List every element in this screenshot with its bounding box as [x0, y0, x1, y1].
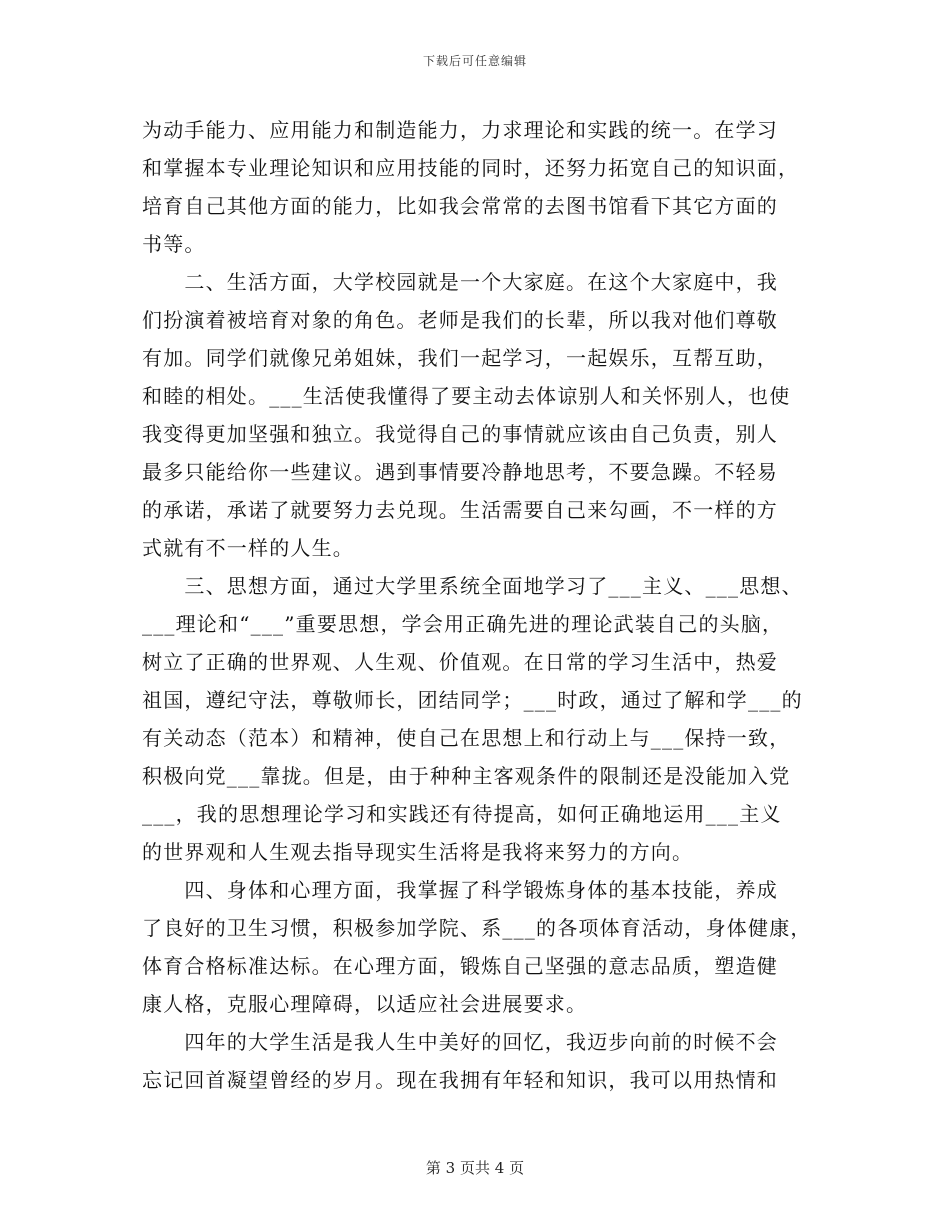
text-line: 祖国，遵纪守法，尊敬师长，团结同学；___时政，通过了解和学___的 [142, 688, 803, 712]
text-line: 式就有不一样的人生。 [142, 536, 354, 560]
text-line: 有关动态（范本）和精神，使自己在思想上和行动上与___保持一致， [142, 726, 791, 750]
text-line: ___理论和“___”重要思想，学会用正确先进的理论武装自己的头脑， [142, 612, 784, 636]
text-line: 忘记回首凝望曾经的岁月。现在我拥有年轻和知识，我可以用热情和 [142, 1068, 778, 1092]
text-line: 的承诺，承诺了就要努力去兑现。生活需要自己来勾画，不一样的方 [142, 498, 778, 522]
text-line: 为动手能力、应用能力和制造能力，力求理论和实践的统一。在学习 [142, 118, 778, 142]
text-line: 和掌握本专业理论知识和应用技能的同时，还努力拓宽自己的知识面， [142, 156, 800, 180]
text-line: 积极向党___靠拢。但是，由于种种主客观条件的限制还是没能加入党 [142, 764, 791, 788]
text-line: 体育合格标准达标。在心理方面，锻炼自己坚强的意志品质，塑造健 [142, 954, 778, 978]
page-number-footer: 第 3 页共 4 页 [425, 1159, 525, 1177]
text-line: 四、身体和心理方面，我掌握了科学锻炼身体的基本技能，养成 [142, 878, 778, 902]
text-line: 三、思想方面，通过大学里系统全面地学习了___主义、___思想、 [142, 574, 803, 598]
text-line: 我变得更加坚强和独立。我觉得自己的事情就应该由自己负责，别人 [142, 422, 778, 446]
text-line: 四年的大学生活是我人生中美好的回忆，我迈步向前的时候不会 [142, 1030, 778, 1054]
text-line: 康人格，克服心理障碍，以适应社会进展要求。 [142, 992, 588, 1016]
text-line: 有加。同学们就像兄弟姐妹，我们一起学习，一起娱乐，互帮互助， [142, 346, 778, 370]
text-line: 书等。 [142, 232, 206, 256]
text-line: 二、生活方面，大学校园就是一个大家庭。在这个大家庭中，我 [142, 270, 778, 294]
page-header: 下载后可任意编辑 [422, 54, 527, 68]
text-line: ___，我的思想理论学习和实践还有待提高，如何正确地运用___主义 [142, 802, 782, 826]
text-line: 树立了正确的世界观、人生观、价值观。在日常的学习生活中，热爱 [142, 650, 778, 674]
text-line: 培育自己其他方面的能力，比如我会常常的去图书馆看下其它方面的 [142, 194, 778, 218]
text-line: 的世界观和人生观去指导现实生活将是我将来努力的方向。 [142, 840, 694, 864]
document-body [142, 111, 812, 1099]
text-line: 了良好的卫生习惯，积极参加学院、系___的各项体育活动，身体健康， [142, 916, 812, 940]
text-line: 最多只能给你一些建议。遇到事情要冷静地思考，不要急躁。不轻易 [142, 460, 778, 484]
text-line: 们扮演着被培育对象的角色。老师是我们的长辈，所以我对他们尊敬 [142, 308, 778, 332]
text-line: 和睦的相处。___生活使我懂得了要主动去体谅别人和关怀别人，也使 [142, 384, 791, 408]
